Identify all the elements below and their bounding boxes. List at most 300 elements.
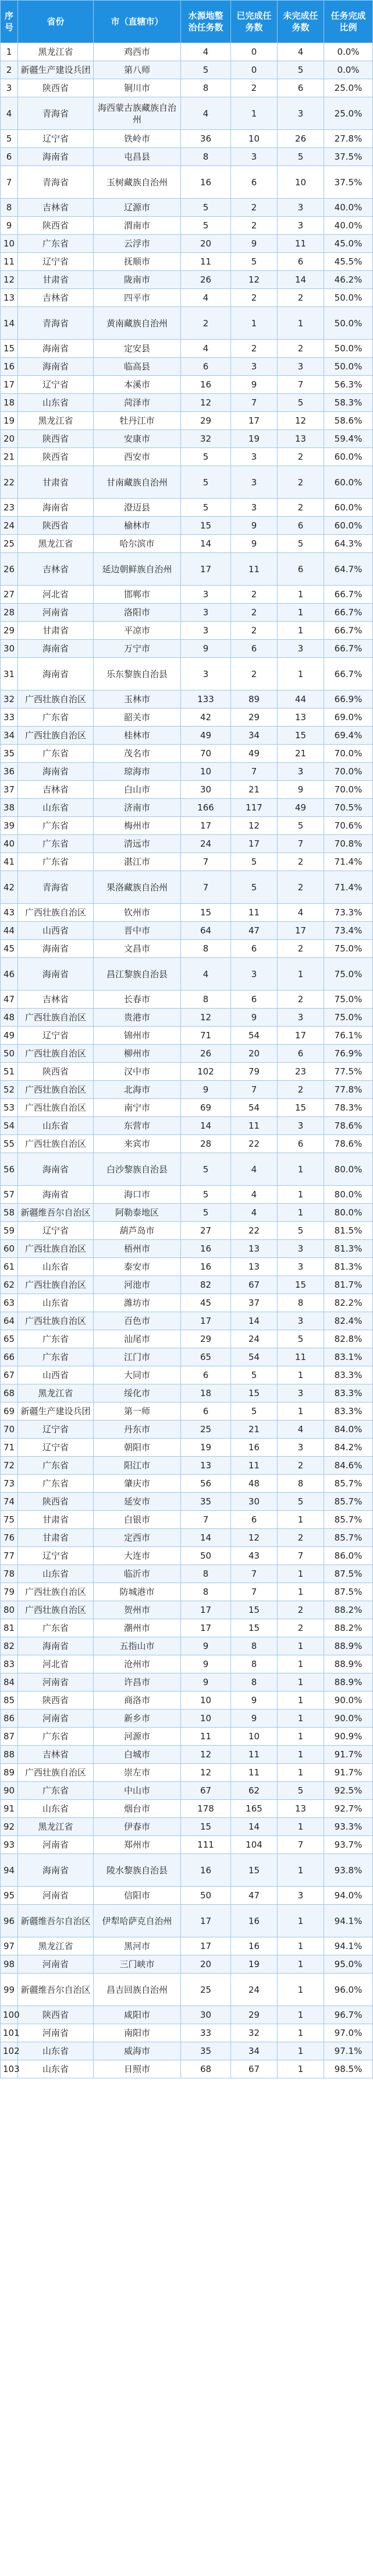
table-row <box>1 1439 373 1457</box>
cell-total-tasks: 12 <box>181 1009 231 1027</box>
table-row <box>1 79 373 97</box>
cell-incomplete-tasks: 1 <box>278 2024 324 2042</box>
cell-total-tasks: 71 <box>181 1027 231 1045</box>
table-row <box>1 412 373 430</box>
cell-completion-ratio: 78.6% <box>324 1135 373 1153</box>
cell-index: 34 <box>1 727 18 745</box>
cell-province: 青海省 <box>18 166 94 199</box>
cell-completed-tasks: 79 <box>231 1063 278 1081</box>
cell-completion-ratio: 0.0% <box>324 61 373 79</box>
cell-province: 广西壮族自治区 <box>18 1045 94 1063</box>
cell-total-tasks: 16 <box>181 1240 231 1258</box>
cell-incomplete-tasks: 1 <box>278 1366 324 1384</box>
cell-province: 山东省 <box>18 1294 94 1312</box>
cell-incomplete-tasks: 6 <box>278 517 324 535</box>
cell-index: 76 <box>1 1529 18 1547</box>
cell-completed-tasks: 6 <box>231 640 278 658</box>
cell-index: 68 <box>1 1384 18 1402</box>
table-row <box>1 1905 373 1937</box>
cell-total-tasks: 29 <box>181 1330 231 1348</box>
cell-total-tasks: 8 <box>181 1583 231 1601</box>
cell-incomplete-tasks: 7 <box>278 376 324 394</box>
cell-completed-tasks: 10 <box>231 1728 278 1746</box>
cell-completed-tasks: 4 <box>231 1204 278 1222</box>
cell-index: 64 <box>1 1312 18 1330</box>
cell-total-tasks: 16 <box>181 1258 231 1276</box>
cell-city: 渭南市 <box>94 217 181 235</box>
table-row <box>1 199 373 217</box>
table-row <box>1 799 373 817</box>
cell-completed-tasks: 4 <box>231 1186 278 1204</box>
table-row <box>1 448 373 466</box>
cell-completion-ratio: 95.0% <box>324 1955 373 1974</box>
cell-total-tasks: 17 <box>181 1312 231 1330</box>
cell-completed-tasks: 34 <box>231 2042 278 2060</box>
cell-province: 陕西省 <box>18 217 94 235</box>
cell-city: 临沂市 <box>94 1565 181 1583</box>
cell-incomplete-tasks: 13 <box>278 430 324 448</box>
header-row <box>1 1 373 43</box>
cell-province: 新疆生产建设兵团 <box>18 61 94 79</box>
cell-incomplete-tasks: 1 <box>278 1153 324 1186</box>
cell-incomplete-tasks: 3 <box>278 1384 324 1402</box>
cell-city: 临高县 <box>94 358 181 376</box>
cell-completed-tasks: 9 <box>231 517 278 535</box>
cell-completion-ratio: 96.7% <box>324 2006 373 2024</box>
header-index: 序号 <box>1 1 18 43</box>
cell-incomplete-tasks: 5 <box>278 1222 324 1240</box>
cell-incomplete-tasks: 1 <box>278 1655 324 1673</box>
cell-incomplete-tasks: 15 <box>278 1099 324 1117</box>
cell-completed-tasks: 13 <box>231 1240 278 1258</box>
cell-completion-ratio: 80.0% <box>324 1204 373 1222</box>
cell-city: 第八师 <box>94 61 181 79</box>
cell-city: 潮州市 <box>94 1619 181 1637</box>
table-row <box>1 466 373 499</box>
cell-total-tasks: 12 <box>181 394 231 412</box>
cell-completion-ratio: 97.1% <box>324 2042 373 2060</box>
cell-total-tasks: 178 <box>181 1800 231 1818</box>
cell-province: 陕西省 <box>18 2006 94 2024</box>
cell-province: 河南省 <box>18 604 94 622</box>
table-row <box>1 1384 373 1402</box>
cell-city: 葫芦岛市 <box>94 1222 181 1240</box>
cell-city: 乐东黎族自治县 <box>94 658 181 690</box>
cell-completed-tasks: 48 <box>231 1475 278 1493</box>
cell-province: 广东省 <box>18 1475 94 1493</box>
cell-index: 91 <box>1 1800 18 1818</box>
cell-city: 朝阳市 <box>94 1439 181 1457</box>
cell-completion-ratio: 81.3% <box>324 1240 373 1258</box>
cell-completed-tasks: 24 <box>231 1330 278 1348</box>
cell-completion-ratio: 50.0% <box>324 307 373 340</box>
cell-incomplete-tasks: 3 <box>278 1258 324 1276</box>
cell-province: 广西壮族自治区 <box>18 1099 94 1117</box>
cell-index: 71 <box>1 1439 18 1457</box>
cell-incomplete-tasks: 12 <box>278 412 324 430</box>
table-row <box>1 1601 373 1619</box>
table-row <box>1 817 373 835</box>
cell-total-tasks: 67 <box>181 1782 231 1800</box>
cell-completion-ratio: 81.3% <box>324 1258 373 1276</box>
table-row <box>1 1475 373 1493</box>
cell-completion-ratio: 84.6% <box>324 1457 373 1475</box>
cell-province: 山东省 <box>18 1800 94 1818</box>
cell-province: 海南省 <box>18 499 94 517</box>
cell-index: 10 <box>1 235 18 253</box>
cell-completed-tasks: 20 <box>231 1045 278 1063</box>
cell-completion-ratio: 73.3% <box>324 904 373 922</box>
cell-index: 85 <box>1 1692 18 1710</box>
cell-province: 山东省 <box>18 1258 94 1276</box>
cell-completion-ratio: 85.7% <box>324 1529 373 1547</box>
cell-index: 100 <box>1 2006 18 2024</box>
cell-completion-ratio: 73.4% <box>324 922 373 940</box>
cell-city: 商洛市 <box>94 1692 181 1710</box>
cell-completion-ratio: 93.8% <box>324 1854 373 1887</box>
cell-city: 大同市 <box>94 1366 181 1384</box>
cell-total-tasks: 35 <box>181 2042 231 2060</box>
table-row <box>1 709 373 727</box>
cell-province: 甘肃省 <box>18 1511 94 1529</box>
cell-completed-tasks: 11 <box>231 1746 278 1764</box>
table-row <box>1 1955 373 1974</box>
cell-incomplete-tasks: 6 <box>278 79 324 97</box>
cell-index: 74 <box>1 1493 18 1511</box>
cell-total-tasks: 4 <box>181 958 231 991</box>
cell-total-tasks: 4 <box>181 43 231 61</box>
cell-province: 新疆维吾尔自治区 <box>18 1905 94 1937</box>
table-row <box>1 1937 373 1955</box>
cell-index: 31 <box>1 658 18 690</box>
cell-completed-tasks: 34 <box>231 727 278 745</box>
table-row <box>1 1027 373 1045</box>
cell-city: 甘南藏族自治州 <box>94 466 181 499</box>
cell-index: 62 <box>1 1276 18 1294</box>
cell-city: 万宁市 <box>94 640 181 658</box>
cell-completed-tasks: 4 <box>231 1153 278 1186</box>
cell-total-tasks: 4 <box>181 97 231 130</box>
cell-index: 27 <box>1 586 18 604</box>
cell-total-tasks: 20 <box>181 1955 231 1974</box>
cell-completion-ratio: 58.3% <box>324 394 373 412</box>
cell-completion-ratio: 84.0% <box>324 1421 373 1439</box>
cell-total-tasks: 33 <box>181 2024 231 2042</box>
cell-completion-ratio: 93.3% <box>324 1818 373 1836</box>
header-completed-tasks: 已完成任务数 <box>231 1 278 43</box>
cell-index: 57 <box>1 1186 18 1204</box>
table-row <box>1 271 373 289</box>
cell-total-tasks: 14 <box>181 535 231 553</box>
cell-completion-ratio: 56.3% <box>324 376 373 394</box>
table-row <box>1 1312 373 1330</box>
cell-completed-tasks: 67 <box>231 2060 278 2078</box>
cell-province: 甘肃省 <box>18 622 94 640</box>
cell-index: 1 <box>1 43 18 61</box>
table-row <box>1 1637 373 1655</box>
cell-province: 河南省 <box>18 2024 94 2042</box>
cell-province: 黑龙江省 <box>18 1937 94 1955</box>
cell-completed-tasks: 7 <box>231 763 278 781</box>
table-row <box>1 553 373 586</box>
cell-index: 67 <box>1 1366 18 1384</box>
cell-city: 五指山市 <box>94 1637 181 1655</box>
cell-index: 13 <box>1 289 18 307</box>
cell-completed-tasks: 2 <box>231 586 278 604</box>
cell-total-tasks: 133 <box>181 690 231 709</box>
cell-completion-ratio: 69.4% <box>324 727 373 745</box>
cell-index: 58 <box>1 1204 18 1222</box>
table-row <box>1 43 373 61</box>
cell-province: 广东省 <box>18 1782 94 1800</box>
cell-province: 山东省 <box>18 2042 94 2060</box>
cell-total-tasks: 29 <box>181 412 231 430</box>
cell-incomplete-tasks: 3 <box>278 1887 324 1905</box>
cell-province: 山东省 <box>18 2060 94 2078</box>
cell-incomplete-tasks: 1 <box>278 1764 324 1782</box>
cell-city: 玉树藏族自治州 <box>94 166 181 199</box>
cell-city: 定西市 <box>94 1529 181 1547</box>
table-row <box>1 1782 373 1800</box>
cell-index: 52 <box>1 1081 18 1099</box>
cell-incomplete-tasks: 7 <box>278 1836 324 1854</box>
cell-city: 丹东市 <box>94 1421 181 1439</box>
cell-city: 陵水黎族自治县 <box>94 1854 181 1887</box>
table-row <box>1 1565 373 1583</box>
cell-completion-ratio: 75.0% <box>324 958 373 991</box>
cell-total-tasks: 8 <box>181 991 231 1009</box>
table-row <box>1 517 373 535</box>
cell-completion-ratio: 82.2% <box>324 1294 373 1312</box>
cell-completion-ratio: 94.1% <box>324 1937 373 1955</box>
cell-completion-ratio: 70.5% <box>324 799 373 817</box>
cell-completion-ratio: 50.0% <box>324 340 373 358</box>
cell-index: 102 <box>1 2042 18 2060</box>
cell-incomplete-tasks: 3 <box>278 358 324 376</box>
cell-completion-ratio: 93.7% <box>324 1836 373 1854</box>
cell-completed-tasks: 2 <box>231 658 278 690</box>
cell-index: 99 <box>1 1974 18 2006</box>
cell-index: 45 <box>1 940 18 958</box>
table-row <box>1 904 373 922</box>
table-row <box>1 958 373 991</box>
cell-total-tasks: 17 <box>181 1601 231 1619</box>
cell-index: 39 <box>1 817 18 835</box>
cell-province: 广西壮族自治区 <box>18 1135 94 1153</box>
cell-incomplete-tasks: 1 <box>278 622 324 640</box>
table-row <box>1 340 373 358</box>
cell-total-tasks: 102 <box>181 1063 231 1081</box>
cell-city: 黑河市 <box>94 1937 181 1955</box>
cell-index: 60 <box>1 1240 18 1258</box>
cell-province: 青海省 <box>18 307 94 340</box>
cell-province: 海南省 <box>18 1637 94 1655</box>
cell-completion-ratio: 40.0% <box>324 199 373 217</box>
cell-total-tasks: 17 <box>181 1619 231 1637</box>
cell-incomplete-tasks: 10 <box>278 166 324 199</box>
cell-province: 海南省 <box>18 1186 94 1204</box>
cell-total-tasks: 9 <box>181 640 231 658</box>
cell-completion-ratio: 71.4% <box>324 853 373 871</box>
cell-index: 19 <box>1 412 18 430</box>
cell-completion-ratio: 75.0% <box>324 991 373 1009</box>
cell-index: 47 <box>1 991 18 1009</box>
cell-city: 阳江市 <box>94 1457 181 1475</box>
cell-completed-tasks: 10 <box>231 130 278 148</box>
cell-incomplete-tasks: 3 <box>278 1009 324 1027</box>
cell-incomplete-tasks: 5 <box>278 1782 324 1800</box>
cell-province: 海南省 <box>18 958 94 991</box>
cell-city: 南阳市 <box>94 2024 181 2042</box>
cell-completion-ratio: 40.0% <box>324 217 373 235</box>
table-row <box>1 358 373 376</box>
cell-city: 伊犁哈萨克自治州 <box>94 1905 181 1937</box>
cell-completion-ratio: 90.0% <box>324 1692 373 1710</box>
cell-completion-ratio: 85.7% <box>324 1493 373 1511</box>
cell-index: 69 <box>1 1402 18 1421</box>
cell-city: 屯昌县 <box>94 148 181 166</box>
table-row <box>1 148 373 166</box>
cell-city: 沧州市 <box>94 1655 181 1673</box>
cell-index: 14 <box>1 307 18 340</box>
cell-incomplete-tasks: 3 <box>278 1117 324 1135</box>
table-row <box>1 586 373 604</box>
cell-completed-tasks: 0 <box>231 61 278 79</box>
cell-city: 防城港市 <box>94 1583 181 1601</box>
cell-incomplete-tasks: 2 <box>278 1619 324 1637</box>
cell-city: 崇左市 <box>94 1764 181 1782</box>
cell-incomplete-tasks: 1 <box>278 1673 324 1692</box>
cell-province: 河南省 <box>18 1836 94 1854</box>
cell-total-tasks: 3 <box>181 658 231 690</box>
cell-total-tasks: 28 <box>181 1135 231 1153</box>
cell-completed-tasks: 32 <box>231 2024 278 2042</box>
cell-incomplete-tasks: 6 <box>278 1045 324 1063</box>
table-row <box>1 61 373 79</box>
cell-incomplete-tasks: 3 <box>278 1312 324 1330</box>
table-row <box>1 727 373 745</box>
cell-incomplete-tasks: 1 <box>278 1728 324 1746</box>
cell-province: 海南省 <box>18 340 94 358</box>
cell-province: 辽宁省 <box>18 376 94 394</box>
cell-city: 安康市 <box>94 430 181 448</box>
cell-incomplete-tasks: 2 <box>278 1601 324 1619</box>
cell-city: 肇庆市 <box>94 1475 181 1493</box>
cell-incomplete-tasks: 15 <box>278 1276 324 1294</box>
cell-incomplete-tasks: 1 <box>278 1204 324 1222</box>
table-row <box>1 307 373 340</box>
table-row <box>1 622 373 640</box>
table-row <box>1 1063 373 1081</box>
cell-incomplete-tasks: 14 <box>278 271 324 289</box>
cell-incomplete-tasks: 44 <box>278 690 324 709</box>
table-row <box>1 1692 373 1710</box>
cell-total-tasks: 8 <box>181 940 231 958</box>
cell-city: 晋中市 <box>94 922 181 940</box>
cell-total-tasks: 70 <box>181 745 231 763</box>
cell-province: 山东省 <box>18 799 94 817</box>
cell-province: 海南省 <box>18 763 94 781</box>
cell-completion-ratio: 60.0% <box>324 448 373 466</box>
cell-completion-ratio: 71.4% <box>324 871 373 904</box>
cell-province: 黑龙江省 <box>18 43 94 61</box>
cell-total-tasks: 5 <box>181 1153 231 1186</box>
cell-city: 昌吉回族自治州 <box>94 1974 181 2006</box>
cell-index: 2 <box>1 61 18 79</box>
table-row <box>1 781 373 799</box>
cell-incomplete-tasks: 1 <box>278 658 324 690</box>
cell-completion-ratio: 27.8% <box>324 130 373 148</box>
cell-city: 郑州市 <box>94 1836 181 1854</box>
cell-province: 广西壮族自治区 <box>18 1764 94 1782</box>
table-row <box>1 763 373 781</box>
cell-completed-tasks: 2 <box>231 199 278 217</box>
cell-incomplete-tasks: 2 <box>278 289 324 307</box>
cell-total-tasks: 15 <box>181 904 231 922</box>
cell-total-tasks: 24 <box>181 835 231 853</box>
cell-incomplete-tasks: 3 <box>278 1439 324 1457</box>
table-row <box>1 940 373 958</box>
cell-total-tasks: 3 <box>181 622 231 640</box>
cell-incomplete-tasks: 1 <box>278 307 324 340</box>
cell-completed-tasks: 5 <box>231 871 278 904</box>
table-row <box>1 835 373 853</box>
cell-total-tasks: 12 <box>181 1764 231 1782</box>
cell-total-tasks: 6 <box>181 358 231 376</box>
table-row <box>1 1800 373 1818</box>
cell-province: 广东省 <box>18 1457 94 1475</box>
cell-province: 广西壮族自治区 <box>18 1276 94 1294</box>
table-row <box>1 1402 373 1421</box>
cell-incomplete-tasks: 5 <box>278 535 324 553</box>
cell-city: 梅州市 <box>94 817 181 835</box>
cell-province: 海南省 <box>18 148 94 166</box>
cell-completion-ratio: 50.0% <box>324 358 373 376</box>
cell-city: 南宁市 <box>94 1099 181 1117</box>
cell-completed-tasks: 7 <box>231 394 278 412</box>
cell-index: 21 <box>1 448 18 466</box>
cell-incomplete-tasks: 2 <box>278 1457 324 1475</box>
cell-incomplete-tasks: 5 <box>278 394 324 412</box>
cell-completion-ratio: 66.9% <box>324 690 373 709</box>
cell-province: 黑龙江省 <box>18 412 94 430</box>
cell-incomplete-tasks: 5 <box>278 148 324 166</box>
cell-index: 36 <box>1 763 18 781</box>
cell-completed-tasks: 3 <box>231 958 278 991</box>
cell-completed-tasks: 15 <box>231 1854 278 1887</box>
cell-total-tasks: 30 <box>181 2006 231 2024</box>
cell-index: 33 <box>1 709 18 727</box>
cell-incomplete-tasks: 11 <box>278 235 324 253</box>
cell-completed-tasks: 9 <box>231 535 278 553</box>
cell-total-tasks: 26 <box>181 1045 231 1063</box>
cell-index: 77 <box>1 1547 18 1565</box>
table-row <box>1 1673 373 1692</box>
cell-index: 101 <box>1 2024 18 2042</box>
table-row <box>1 991 373 1009</box>
cell-province: 陕西省 <box>18 1692 94 1710</box>
cell-province: 甘肃省 <box>18 271 94 289</box>
table-row <box>1 376 373 394</box>
table-row <box>1 1511 373 1529</box>
cell-province: 陕西省 <box>18 517 94 535</box>
cell-completed-tasks: 7 <box>231 1565 278 1583</box>
cell-incomplete-tasks: 1 <box>278 1974 324 2006</box>
cell-total-tasks: 7 <box>181 1511 231 1529</box>
table-row <box>1 1421 373 1439</box>
cell-completed-tasks: 54 <box>231 1348 278 1366</box>
cell-index: 6 <box>1 148 18 166</box>
